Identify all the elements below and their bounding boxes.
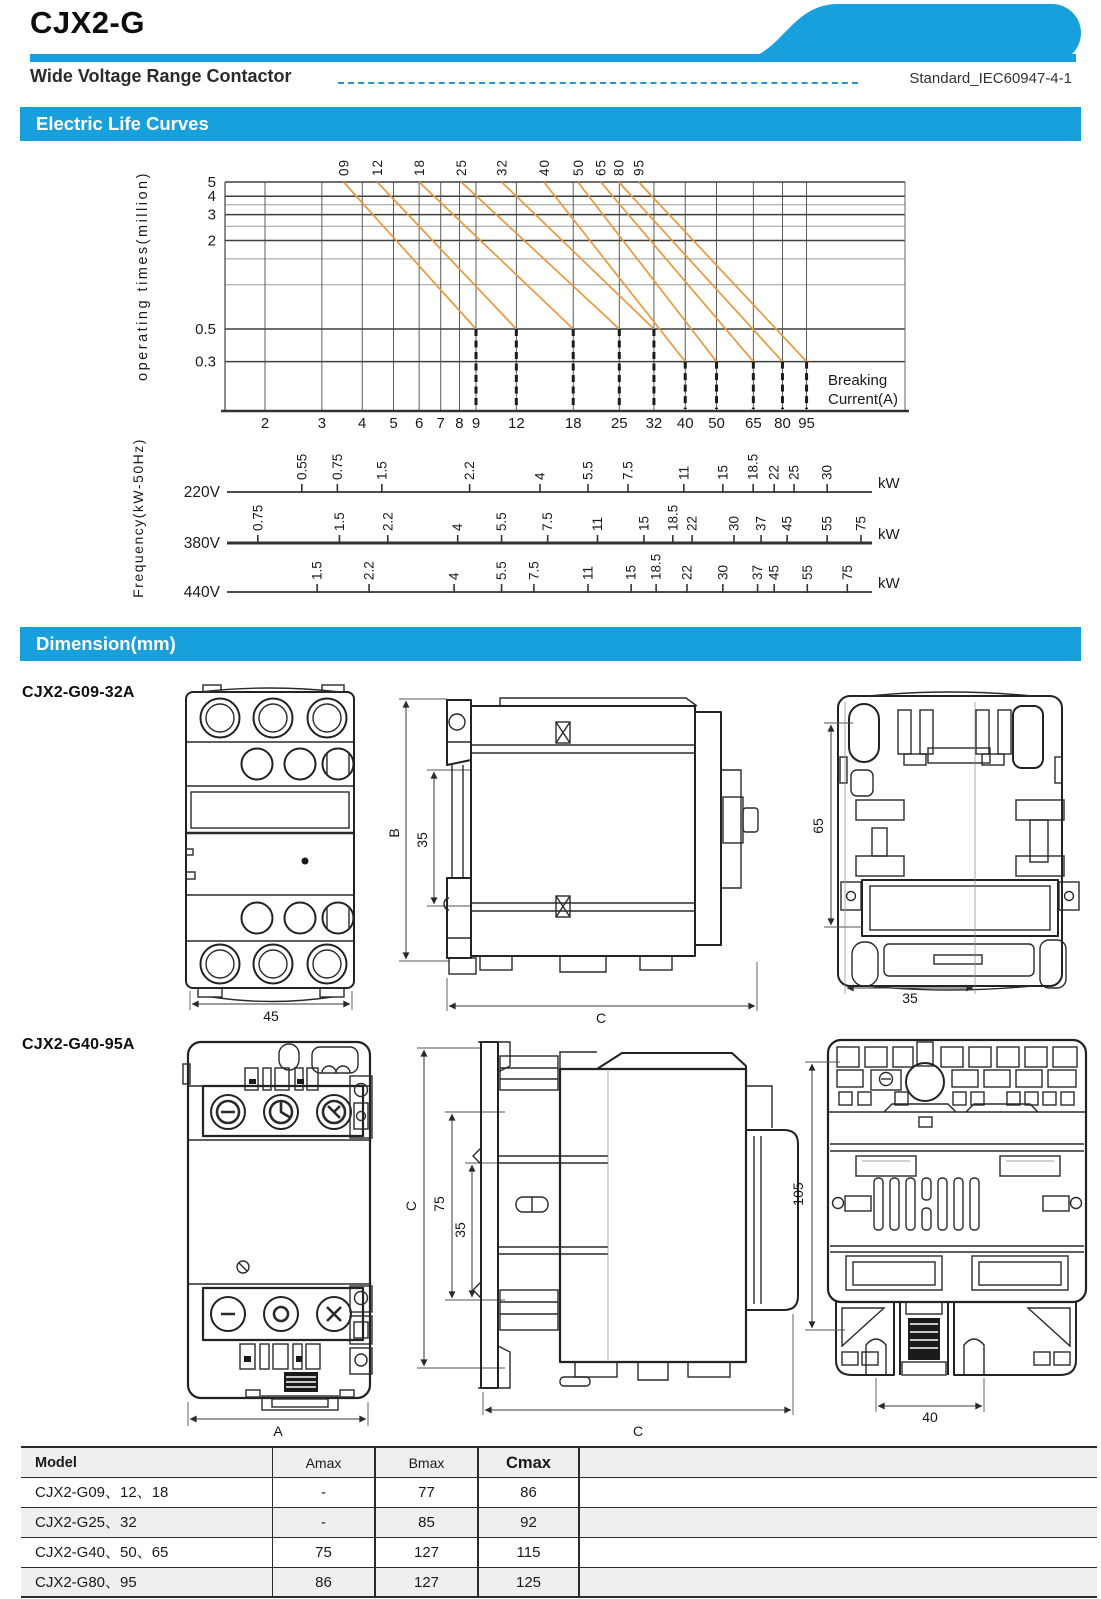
svg-text:65: 65 [744,415,762,432]
svg-text:4: 4 [207,188,216,206]
svg-text:32: 32 [494,158,510,176]
svg-text:220V: 220V [183,484,220,501]
svg-text:3: 3 [207,206,216,224]
svg-text:1.5: 1.5 [331,512,347,531]
svg-text:11: 11 [589,516,605,531]
svg-text:55: 55 [799,564,815,580]
svg-text:0.5: 0.5 [195,321,216,338]
drawing-label-g40-95a: CJX2-G40-95A [22,1036,135,1053]
svg-text:18: 18 [564,415,582,432]
svg-text:15: 15 [636,515,652,531]
table-row [21,1478,1097,1508]
table-cell [580,1508,1097,1537]
table-header-row [21,1448,1097,1478]
svg-text:2.2: 2.2 [380,512,396,531]
column-header: Model [21,1448,273,1477]
header-blue-shape [740,2,1085,64]
table-row [21,1538,1097,1568]
svg-text:2: 2 [207,232,216,250]
table-cell [580,1478,1097,1507]
table-cell: - [273,1478,376,1507]
table-cell: - [273,1508,376,1537]
svg-text:22: 22 [684,515,700,531]
svg-text:35: 35 [452,1222,468,1238]
svg-text:45: 45 [263,1008,279,1024]
svg-text:55: 55 [819,515,835,531]
svg-text:5.5: 5.5 [494,561,510,580]
svg-text:75: 75 [839,564,855,580]
drawing-g40-side-view [403,1042,798,1439]
svg-text:40: 40 [676,415,694,432]
svg-text:18.5: 18.5 [745,453,761,480]
svg-text:37: 37 [750,564,766,580]
svg-text:105: 105 [790,1182,806,1206]
svg-text:Breaking: Breaking [828,372,888,389]
svg-text:12: 12 [370,158,386,176]
svg-text:5: 5 [207,174,216,191]
table-cell: CJX2-G09、12、18 [21,1478,273,1507]
svg-text:C: C [403,1200,419,1212]
svg-text:80: 80 [611,158,627,176]
svg-text:45: 45 [779,515,795,531]
section-banner-dimension: Dimension(mm) [20,627,1081,661]
svg-text:35: 35 [414,832,430,848]
table-cell: CJX2-G80、95 [21,1568,273,1596]
svg-text:0.55: 0.55 [294,453,310,480]
svg-text:95: 95 [631,158,647,176]
svg-text:C: C [595,1010,607,1026]
svg-text:11: 11 [676,465,692,480]
drawing-g40-front-view [183,1042,372,1439]
table-cell: CJX2-G40、50、65 [21,1538,273,1567]
svg-text:2.2: 2.2 [462,461,478,480]
standard-reference: Standard_IEC60947-4-1 [909,70,1072,87]
svg-text:A: A [273,1423,283,1439]
svg-text:4: 4 [446,572,462,580]
electric-life-curves-chart [130,159,909,601]
svg-text:32: 32 [645,415,663,432]
table-cell: 85 [376,1508,479,1537]
svg-text:40: 40 [536,158,552,176]
table-cell [580,1568,1097,1596]
svg-text:Frequency(kW-50Hz): Frequency(kW-50Hz) [130,438,146,598]
svg-text:Current(A): Current(A) [828,391,899,408]
svg-text:18.5: 18.5 [665,504,681,531]
svg-text:5.5: 5.5 [580,461,596,480]
svg-text:4: 4 [450,523,466,531]
svg-text:4: 4 [532,472,548,480]
table-row [21,1508,1097,1538]
svg-text:95: 95 [798,415,815,432]
svg-text:30: 30 [819,464,835,480]
svg-text:2.2: 2.2 [361,561,377,580]
svg-text:7.5: 7.5 [620,461,636,480]
drawing-g40-rear-view [790,1040,1086,1425]
svg-text:15: 15 [623,564,639,580]
table-cell: 115 [479,1538,580,1567]
svg-text:50: 50 [708,415,725,432]
svg-text:18: 18 [412,158,428,176]
svg-text:18.5: 18.5 [648,553,664,580]
dimension-table [21,1446,1097,1598]
svg-text:8: 8 [455,415,464,432]
column-header [580,1448,1097,1477]
svg-text:0.75: 0.75 [250,504,266,531]
svg-text:09: 09 [336,158,352,176]
svg-text:4: 4 [358,415,367,432]
column-header: Amax [273,1448,376,1477]
drawing-label-g09-32a: CJX2-G09-32A [22,684,135,701]
subtitle: Wide Voltage Range Contactor [30,66,292,86]
svg-text:3: 3 [317,415,327,432]
table-cell: 86 [273,1568,376,1596]
svg-text:22: 22 [679,564,695,580]
svg-text:0.3: 0.3 [195,353,216,371]
svg-text:37: 37 [753,515,769,531]
svg-text:75: 75 [431,1196,447,1212]
svg-text:operating times(million): operating times(million) [135,171,151,381]
svg-text:1.5: 1.5 [374,461,390,480]
table-cell: 92 [479,1508,580,1537]
svg-text:50: 50 [570,158,586,176]
svg-text:15: 15 [715,464,731,480]
svg-text:11: 11 [580,565,596,580]
table-cell: 86 [479,1478,580,1507]
svg-text:12: 12 [507,415,525,432]
svg-text:9: 9 [471,415,481,432]
table-cell: 77 [376,1478,479,1507]
page-title: CJX2-G [30,5,145,40]
svg-text:0.75: 0.75 [329,453,345,480]
svg-text:80: 80 [774,415,791,432]
table-cell: 75 [273,1538,376,1567]
svg-text:C: C [632,1423,644,1439]
svg-text:65: 65 [593,158,609,176]
svg-text:5.5: 5.5 [494,512,510,531]
drawing-g09-side-view [386,698,758,1026]
table-row [21,1568,1097,1598]
svg-text:45: 45 [766,564,782,580]
svg-text:25: 25 [454,158,470,176]
svg-text:35: 35 [902,990,918,1006]
table-cell [580,1538,1097,1567]
svg-text:B: B [386,828,402,838]
svg-text:65: 65 [810,818,826,834]
drawing-g09-front-view [186,685,354,1024]
drawing-g09-rear-view [810,692,1079,1006]
svg-text:30: 30 [715,564,731,580]
section-banner-electric-life-curves: Electric Life Curves [20,107,1081,141]
svg-text:30: 30 [726,515,742,531]
svg-text:kW: kW [878,526,900,543]
svg-text:2: 2 [260,415,270,432]
column-header: Bmax [376,1448,479,1477]
svg-text:7.5: 7.5 [540,512,556,531]
table-cell: 127 [376,1538,479,1567]
svg-text:7: 7 [436,415,445,432]
svg-text:75: 75 [853,515,869,531]
table-cell: 125 [479,1568,580,1596]
svg-text:7.5: 7.5 [526,561,542,580]
svg-text:22: 22 [766,464,782,480]
table-cell: 127 [376,1568,479,1596]
svg-text:40: 40 [922,1409,938,1425]
svg-text:25: 25 [786,464,802,480]
table-cell: CJX2-G25、32 [21,1508,273,1537]
svg-text:kW: kW [878,575,900,592]
svg-text:5: 5 [389,415,398,432]
svg-text:kW: kW [878,475,900,492]
svg-text:1.5: 1.5 [309,561,325,580]
svg-text:380V: 380V [183,535,220,552]
svg-text:440V: 440V [183,584,220,601]
svg-text:25: 25 [610,415,628,432]
subtitle-dashed-rule [338,82,858,84]
svg-text:6: 6 [414,415,424,432]
column-header: Cmax [479,1448,580,1477]
